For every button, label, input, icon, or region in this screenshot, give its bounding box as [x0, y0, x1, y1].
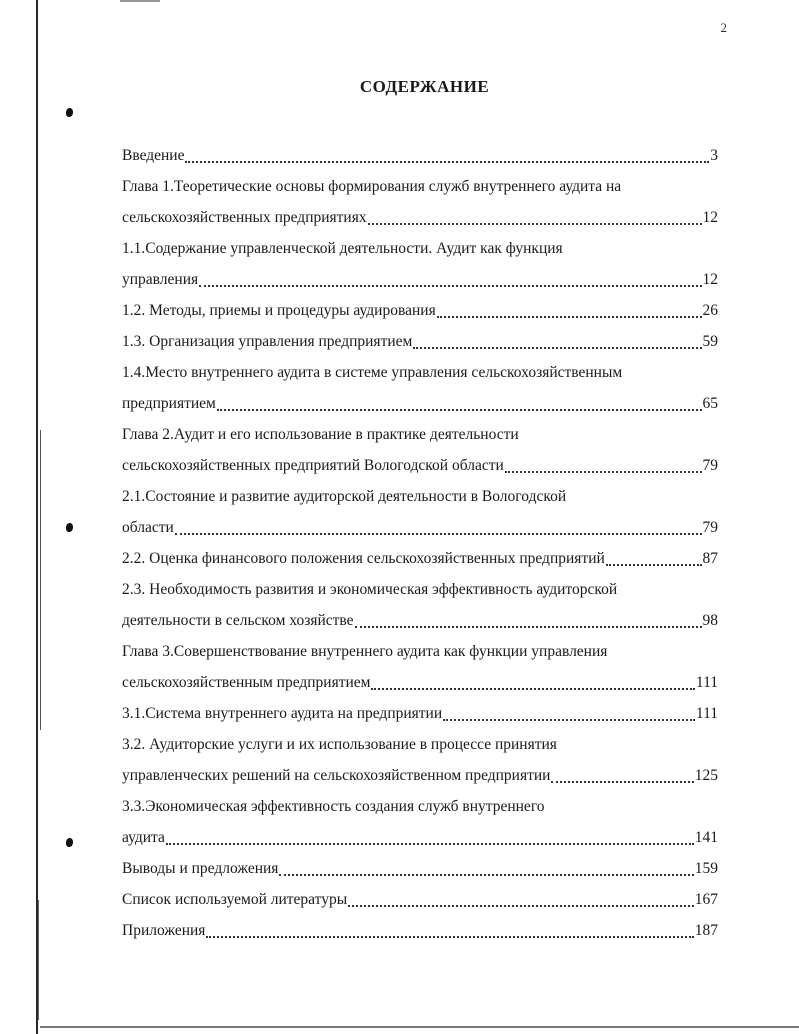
toc-entry [122, 698, 718, 729]
toc-line [122, 760, 718, 791]
toc-page-number: 187 [694, 922, 718, 939]
toc-entry [122, 326, 718, 357]
toc-page-number: 159 [694, 860, 718, 877]
dot-leader [348, 905, 694, 907]
toc-line [122, 543, 718, 574]
dot-leader [217, 409, 702, 411]
binding-hole-mark [66, 108, 73, 117]
toc-page-number: 65 [702, 395, 718, 412]
toc-entry [122, 884, 718, 915]
dot-leader [443, 719, 695, 721]
dot-leader [437, 316, 702, 318]
toc-entry-text: 2.2. Оценка финансового положения сельскохозяйственных предприятий [122, 550, 605, 567]
dot-leader [368, 223, 702, 225]
toc-entry-text: управленческих решений на сельскохозяйственном предприятии [122, 767, 551, 784]
toc-line [122, 698, 718, 729]
toc-line [122, 326, 718, 357]
toc-entry-text: Введение [122, 147, 185, 164]
toc-line [122, 171, 718, 202]
toc-entry [122, 295, 718, 326]
toc-line [122, 729, 718, 760]
page-title: СОДЕРЖАНИЕ [359, 77, 490, 96]
dot-leader [185, 161, 709, 163]
toc-page-number: 111 [695, 705, 718, 722]
toc-line [122, 636, 718, 667]
toc-line [122, 605, 718, 636]
binding-hole-mark [66, 523, 73, 532]
toc-line [122, 853, 718, 884]
dot-leader [413, 347, 701, 349]
toc-line [122, 822, 718, 853]
toc-entry-text: 1.4.Место внутреннего аудита в системе управления сельскохозяйственным [122, 364, 623, 381]
toc-page-number: 87 [702, 550, 718, 567]
dot-leader [206, 936, 693, 938]
toc-line [122, 233, 718, 264]
toc-entry-text: 3.2. Аудиторские услуги и их использование в процессе принятия [122, 736, 557, 753]
toc-line [122, 202, 718, 233]
toc-entry-text: управления [122, 271, 199, 288]
dot-leader [166, 843, 694, 845]
toc-entry [122, 853, 718, 884]
dot-leader [551, 781, 693, 783]
toc-entry [122, 791, 718, 853]
toc-entry-text: 2.1.Состояние и развитие аудиторской деятельности в Вологодской [122, 488, 567, 505]
toc-page-number: 3 [710, 147, 718, 164]
toc-entry [122, 233, 718, 295]
toc-entry-text: предприятием [122, 395, 216, 412]
toc-entry [122, 171, 718, 233]
toc-entry-text: Приложения [122, 922, 206, 939]
toc-entry-text: Глава 3.Совершенствование внутреннего аудита как функции управления [122, 643, 608, 660]
toc-page-number: 79 [702, 457, 718, 474]
toc-line [122, 264, 718, 295]
toc-entry [122, 419, 718, 481]
toc-page-number: 12 [702, 209, 718, 226]
toc-entry-text: 1.1.Содержание управленческой деятельности. Аудит как функция [122, 240, 563, 257]
toc-entry-text: деятельности в сельском хозяйстве [122, 612, 354, 629]
toc-page-number: 26 [702, 302, 718, 319]
scan-bottom-edge [40, 1026, 799, 1028]
scan-left-edge-mark [38, 900, 39, 1020]
toc-entry [122, 357, 718, 419]
toc-entry [122, 729, 718, 791]
toc-line [122, 915, 718, 946]
toc-entry-text: 3.1.Система внутреннего аудита на предприятии [122, 705, 443, 722]
toc-line [122, 667, 718, 698]
dot-leader [606, 564, 702, 566]
dot-leader [371, 688, 694, 690]
toc-entry-text: 2.3. Необходимость развития и экономическая эффективность аудиторской [122, 581, 618, 598]
toc-page-number: 79 [702, 519, 718, 536]
toc-entry-text: 1.3. Организация управления предприятием [122, 333, 413, 350]
toc-entry-text: Глава 1.Теоретические основы формирования служб внутреннего аудита на [122, 178, 622, 195]
toc-entry-text: сельскохозяйственных предприятиях [122, 209, 367, 226]
toc-line [122, 140, 718, 171]
binding-hole-mark [66, 838, 73, 847]
toc-page-number: 167 [694, 891, 718, 908]
dot-leader [355, 626, 702, 628]
scan-top-mark [120, 0, 160, 2]
dot-leader [199, 285, 701, 287]
toc-page-number: 141 [694, 829, 718, 846]
dot-leader [279, 874, 693, 876]
toc-entry [122, 636, 718, 698]
toc-entry [122, 543, 718, 574]
table-of-contents [122, 140, 718, 946]
toc-line [122, 791, 718, 822]
toc-entry-text: сельскохозяйственных предприятий Вологодской области [122, 457, 504, 474]
toc-entry-text: аудита [122, 829, 165, 846]
toc-line [122, 295, 718, 326]
toc-entry [122, 481, 718, 543]
toc-entry [122, 574, 718, 636]
toc-line [122, 450, 718, 481]
dot-leader [505, 471, 702, 473]
toc-page-number: 59 [702, 333, 718, 350]
toc-page-number: 111 [695, 674, 718, 691]
toc-entry-text: 1.2. Методы, приемы и процедуры аудирования [122, 302, 436, 319]
toc-line [122, 574, 718, 605]
toc-entry-text: Список используемой литературы [122, 891, 348, 908]
toc-entry-text: области [122, 519, 174, 536]
dot-leader [175, 533, 702, 535]
toc-line [122, 419, 718, 450]
toc-entry-text: сельскохозяйственным предприятием [122, 674, 371, 691]
scan-left-edge-mark [40, 430, 41, 730]
toc-line [122, 512, 718, 543]
toc-entry-text: Глава 2.Аудит и его использование в практике деятельности [122, 426, 519, 443]
toc-entry [122, 915, 718, 946]
toc-entry-text: 3.3.Экономическая эффективность создания служб внутреннего [122, 798, 545, 815]
scan-left-edge [36, 0, 38, 1034]
toc-line [122, 884, 718, 915]
toc-page-number: 98 [702, 612, 718, 629]
toc-line [122, 388, 718, 419]
toc-page-number: 125 [694, 767, 718, 784]
toc-page-number: 12 [702, 271, 718, 288]
toc-entry [122, 140, 718, 171]
toc-entry-text: Выводы и предложения [122, 860, 279, 877]
page-number: 2 [720, 20, 727, 35]
toc-line [122, 357, 718, 388]
toc-line [122, 481, 718, 512]
